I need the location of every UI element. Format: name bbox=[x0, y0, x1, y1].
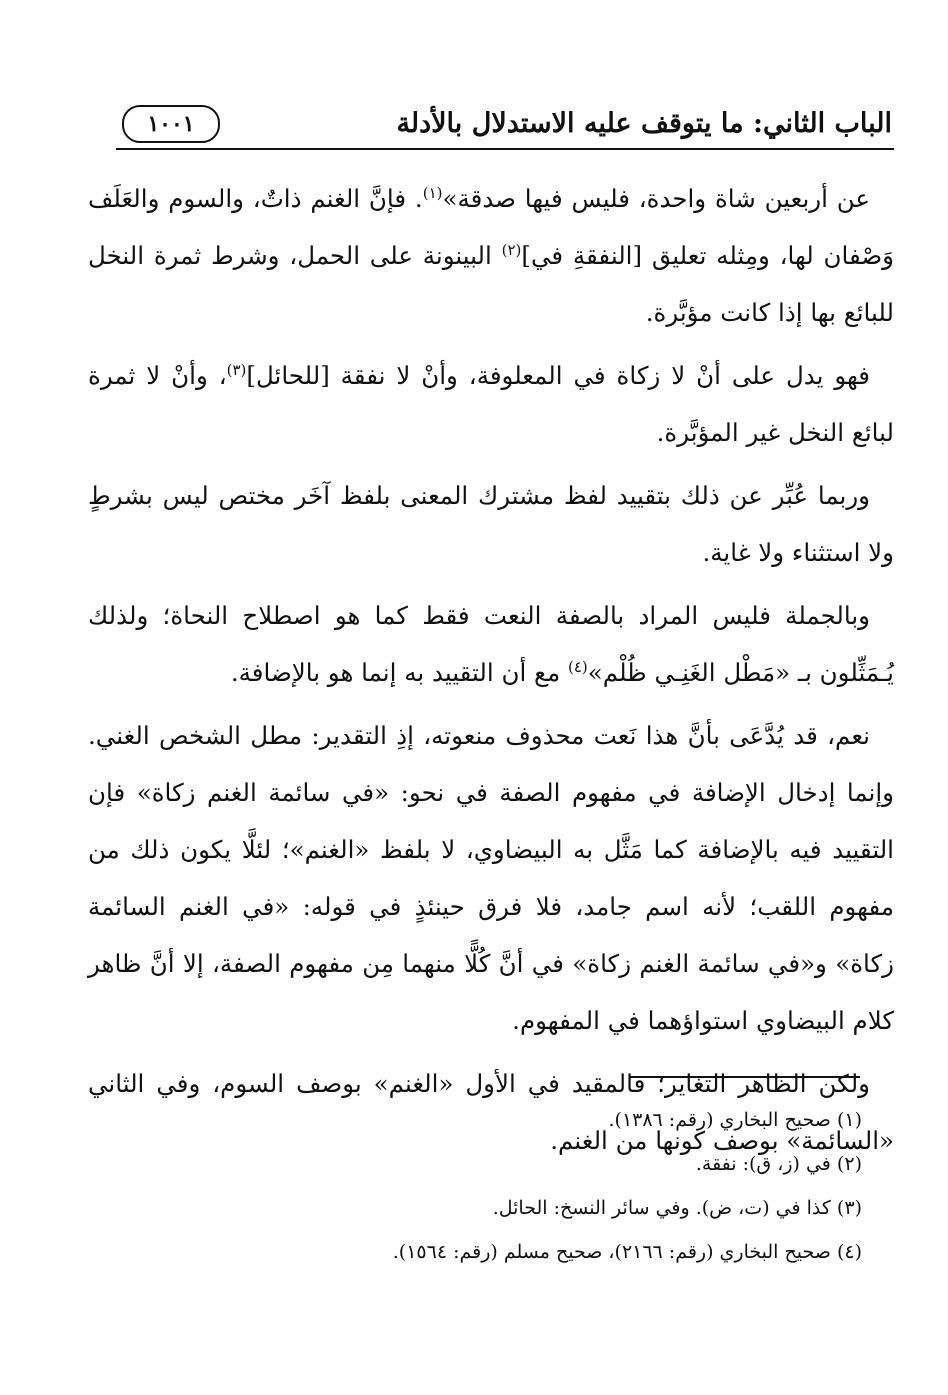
footnote: (٢) في (ز، ق): نفقة. bbox=[695, 1153, 862, 1175]
footnote-reference: (٣) bbox=[226, 360, 247, 379]
text-segment: عن أربعين شاة واحدة، فليس فيها صدقة» bbox=[442, 184, 870, 213]
footnote: (٣) كذا في (ت، ض). وفي سائر النسخ: الحائل. bbox=[492, 1197, 862, 1219]
text-segment: فهو يدل على أنْ لا زكاة في المعلوفة، وأنْ لا نفقة [للحائل] bbox=[246, 361, 871, 390]
text-segment: ولكن الظاهر التغاير؛ فالمقيد في الأول «الغنم» بوصف السوم، وفي الثاني «السائمة» بوصف كونها من الغنم. bbox=[88, 1069, 894, 1155]
footnote-reference: (١) bbox=[422, 183, 443, 202]
footnotes bbox=[88, 1098, 888, 1274]
text-segment: وبالجملة فليس المراد بالصفة النعت فقط كما هو اصطلاح النحاة؛ ولذلك يُـمَثِّلون بـ «مَطْل الغَنِـي ظُلْم» bbox=[88, 601, 894, 687]
footnote-reference: (٢) bbox=[501, 240, 522, 259]
page-header bbox=[108, 100, 892, 148]
text-segment: البينونة على الحمل، وشرط ثمرة النخل للبائع بها إذا كانت مؤبَّرة. bbox=[88, 241, 894, 327]
page-number-badge: ١٠٠١ bbox=[122, 105, 220, 143]
chapter-title: الباب الثاني: ما يتوقف عليه الاستدلال بالأدلة bbox=[396, 108, 892, 139]
paragraph bbox=[88, 170, 894, 341]
header-divider bbox=[116, 148, 894, 150]
footnote-reference: (٤) bbox=[568, 657, 588, 676]
text-segment: . فإنَّ الغنم ذاتٌ، والسوم والعَلَف وَصْفان لها، ومِثله تعليق [النفقةِ في] bbox=[88, 184, 895, 270]
paragraph bbox=[88, 707, 894, 1049]
footnote: (٤) صحيح البخاري (رقم: ٢١٦٦)، صحيح مسلم (رقم: ١٥٦٤). bbox=[392, 1241, 862, 1263]
paragraph bbox=[88, 587, 894, 701]
text-segment: نعم، قد يُدَّعَى بأنَّ هذا نَعت محذوف منعوته، إذِ التقدير: مطل الشخص الغني. وإنما إدخال الإضافة في مفهوم الصفة في نحو: «في سائمة الغنم زكاة» فإن التقييد فيه بالإضافة كما مَثَّل به البيضاوي، لا بلفظ «الغنم»؛ لئلَّا يكون ذلك من مفهوم اللقب؛ لأنه اسم جامد، فلا فرق حينئذٍ في قوله: «في الغنم السائمة زكاة» و«في سائمة الغنم زكاة» في أنَّ كُلًّا منهما مِن مفهوم الصفة، إلا أنَّ ظاهر كلام البيضاوي استواؤهما في المفهوم. bbox=[88, 721, 894, 1035]
main-text bbox=[88, 170, 894, 1175]
paragraph bbox=[88, 347, 894, 461]
text-segment: وربما عُبِّر عن ذلك بتقييد لفظ مشترك المعنى بلفظ آخَر مختص ليس بشرطٍ ولا استثناء ولا غاية. bbox=[88, 481, 894, 567]
text-segment: ، وأنْ لا ثمرة لبائع النخل غير المؤبَّرة. bbox=[88, 361, 894, 447]
text-segment: مع أن التقييد به إنما هو بالإضافة. bbox=[230, 658, 568, 687]
paragraph bbox=[88, 467, 894, 581]
footnote: (١) صحيح البخاري (رقم: ١٣٨٦). bbox=[608, 1109, 862, 1131]
footnote-divider bbox=[630, 1076, 860, 1078]
